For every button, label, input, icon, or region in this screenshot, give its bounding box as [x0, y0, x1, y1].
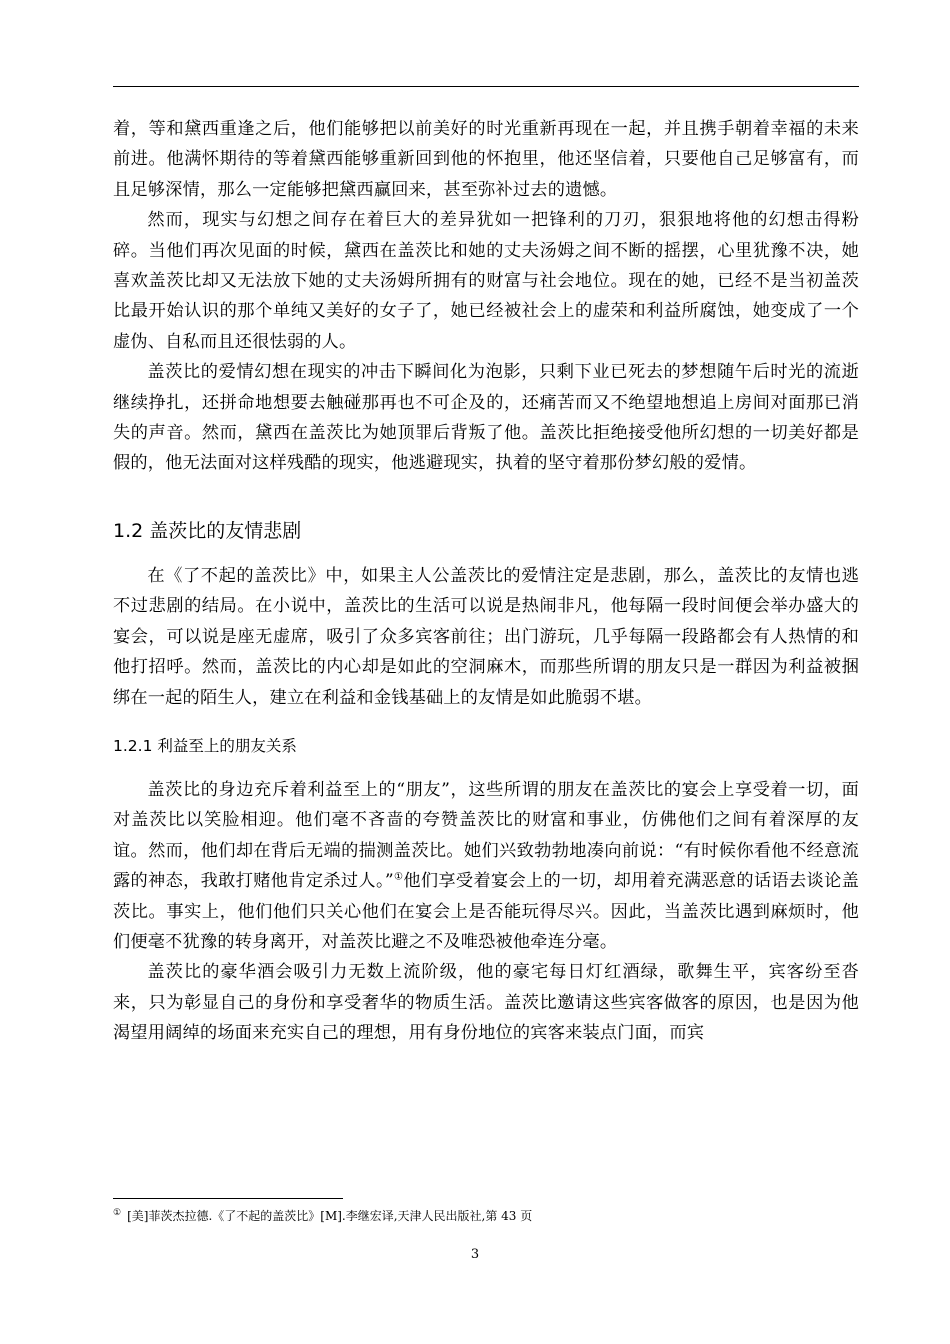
- paragraph-5-text-b: 他们享受着宴会上的一切，却用着充满恶意的话语去谈论盖茨比。事实上，他们他们只关心他们在宴会上是否能玩得尽兴。因此，当盖茨比遇到麻烦时，他们便毫不犹豫的转身离开，对盖茨比避之不及唯恐被他牵连分毫。: [113, 871, 860, 952]
- body-paragraph-3: 盖茨比的爱情幻想在现实的冲击下瞬间化为泡影，只剩下业已死去的梦想随午后时光的流逝继续挣扎，还拼命地想要去触碰那再也不可企及的，还痛苦而又不绝望地想追上房间对面那已消失的声音。然而，黛西在盖茨比为她顶罪后背叛了他。盖茨比拒绝接受他所幻想的一切美好都是假的，他无法面对这样残酷的现实，他逃避现实，执着的坚守着那份梦幻般的爱情。: [113, 362, 859, 474]
- footnote-reference: ①: [393, 871, 404, 883]
- body-paragraph-4: 在《了不起的盖茨比》中，如果主人公盖茨比的爱情注定是悲剧，那么，盖茨比的友情也逃不过悲剧的结局。在小说中，盖茨比的生活可以说是热闹非凡，他每隔一段时间便会举办盛大的宴会，可以说是座无虚席，吸引了众多宾客前往；出门游玩，几乎每隔一段路都会有人热情的和他打招呼。然而，盖茨比的内心却是如此的空洞麻木，而那些所谓的朋友只是一群因为利益被捆绑在一起的陌生人，建立在利益和金钱基础上的友情是如此脆弱不堪。: [113, 565, 859, 708]
- footnote-text: [美]菲茨杰拉德.《了不起的盖茨比》[M].李继宏译,天津人民出版社,第 43 页: [127, 1209, 533, 1223]
- page-number: 3: [470, 1247, 480, 1262]
- section-heading-1-2: 1.2 盖茨比的友情悲剧: [113, 519, 302, 542]
- paragraph-5-text-a: 盖茨比的身边充斥着利益至上的“朋友”，这些所谓的朋友在盖茨比的宴会上享受着一切，面对盖茨比以笑脸相迎。他们毫不吝啬的夸赞盖茨比的财富和事业，仿佛他们之间有着深厚的友谊。然而，他们却在背后无端的揣测盖茨比。她们兴致勃勃地凑向前说：“有时候你看他不经意流露的神态，我敢打赌他肯定杀过人。”: [113, 779, 859, 892]
- body-paragraph-6: 盖茨比的豪华酒会吸引力无数上流阶级，他的豪宅每日灯红酒绿，歌舞生平，宾客纷至沓来，只为彰显自己的身份和享受奢华的物质生活。盖茨比邀请这些宾客做客的原因，也是因为他渴望用阔绰的场面来充实自己的理想，用有身份地位的宾客来装点门面，而宾: [113, 962, 859, 1044]
- body-paragraph-5: [113, 775, 859, 957]
- footnote: [113, 1207, 859, 1225]
- footnote-mark: ①: [113, 1208, 122, 1218]
- body-paragraph-1: 着，等和黛西重逢之后，他们能够把以前美好的时光重新再现在一起，并且携手朝着幸福的未来前进。他满怀期待的等着黛西能够重新回到他的怀抱里，他还坚信着，只要他自己足够富有，而且足够深情，那么一定能够把黛西赢回来，甚至弥补过去的遗憾。: [113, 119, 859, 200]
- page-body: [113, 114, 859, 1049]
- header-rule: [113, 86, 859, 87]
- body-paragraph-2: 然而，现实与幻想之间存在着巨大的差异犹如一把锋利的刀刃，狠狠地将他的幻想击得粉碎。当他们再次见面的时候，黛西在盖茨比和她的丈夫汤姆之间不断的摇摆，心里犹豫不决，她喜欢盖茨比却又无法放下她的丈夫汤姆所拥有的财富与社会地位。现在的她，已经不是当初盖茨比最开始认识的那个单纯又美好的女子了，她已经被社会上的虚荣和利益所腐蚀，她变成了一个虚伪、自私而且还很怯弱的人。: [113, 210, 859, 352]
- footnote-separator: [113, 1198, 343, 1199]
- subsection-heading-1-2-1: 1.2.1 利益至上的朋友关系: [113, 736, 297, 755]
